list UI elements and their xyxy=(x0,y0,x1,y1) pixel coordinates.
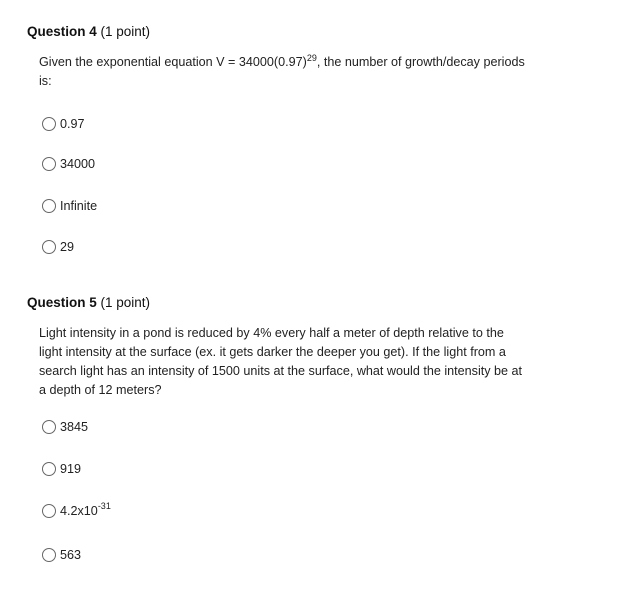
radio-button[interactable] xyxy=(42,117,56,131)
question-4-option[interactable] xyxy=(42,198,97,214)
question-4-text-tail: , the number of growth/decay periods is: xyxy=(39,55,525,88)
question-4-option-label: Infinite xyxy=(60,199,98,213)
question-5-option-label: 3845 xyxy=(60,420,89,434)
question-5-title: Question 5 xyxy=(27,295,97,310)
question-4-title: Question 4 xyxy=(27,24,97,39)
question-5-option[interactable] xyxy=(42,461,81,477)
question-4-text-main: Given the exponential equation V = 34000(0.97) xyxy=(39,55,307,69)
question-5-option-label: 919 xyxy=(60,462,82,476)
question-5-text: Light intensity in a pond is reduced by 4% every half a meter of depth relative to the light intensity at the surface (ex. it gets darker the deeper you get). If the light from a search light has an intensity of 1500 units at the surface, what would the intensity be at a depth of 12 meters? xyxy=(39,326,523,397)
question-5-option[interactable] xyxy=(42,419,88,435)
radio-button[interactable] xyxy=(42,420,56,434)
question-4-text-exponent: 29 xyxy=(306,53,317,63)
question-5-option-label: 563 xyxy=(60,548,82,562)
question-4-option-label: 29 xyxy=(60,240,75,254)
radio-button[interactable] xyxy=(42,240,56,254)
question-4 xyxy=(27,23,627,91)
radio-button[interactable] xyxy=(42,504,56,518)
question-4-option[interactable] xyxy=(42,239,74,255)
radio-button[interactable] xyxy=(42,548,56,562)
question-4-text xyxy=(39,53,529,91)
radio-button[interactable] xyxy=(42,199,56,213)
question-4-option-label: 0.97 xyxy=(60,117,85,131)
question-5-option[interactable] xyxy=(42,547,81,563)
question-4-option[interactable] xyxy=(42,116,85,132)
radio-button[interactable] xyxy=(42,462,56,476)
question-5-header xyxy=(27,294,627,312)
question-4-option[interactable] xyxy=(42,156,95,172)
question-4-points: (1 point) xyxy=(100,24,151,39)
question-5-option-label xyxy=(60,503,111,519)
question-5 xyxy=(27,294,627,400)
option-base-text: 4.2x10 xyxy=(60,504,98,518)
option-exponent-text: -31 xyxy=(97,501,111,511)
question-4-header xyxy=(27,23,627,41)
radio-button[interactable] xyxy=(42,157,56,171)
question-5-points: (1 point) xyxy=(100,295,151,310)
question-4-option-label: 34000 xyxy=(60,157,96,171)
question-5-option[interactable] xyxy=(42,503,111,519)
